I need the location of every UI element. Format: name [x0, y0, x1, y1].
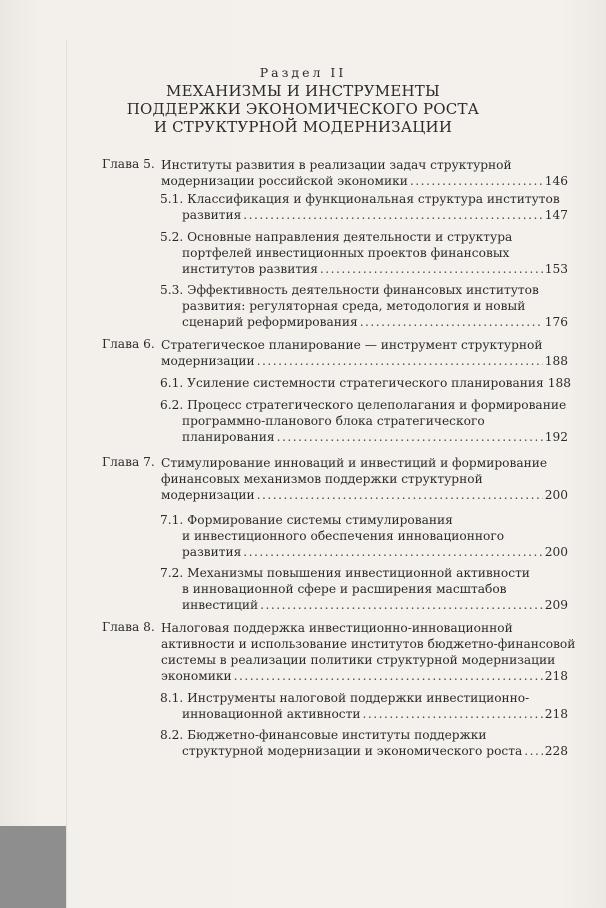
page-number: 209 [544, 598, 568, 612]
leader-dots [260, 597, 543, 613]
chapter-label: Глава 8. [102, 620, 155, 634]
chapter-title-line: Стимулирование инноваций и инвестиций и формирование [161, 456, 548, 470]
section-title-line-2: ПОДДЕРЖКИ ЭКОНОМИЧЕСКОГО РОСТА [126, 100, 480, 118]
subsection-title-line: в инновационной сфере и расширения масштабов [182, 582, 507, 596]
chapter-title-line: Стратегическое планирование — инструмент структурной [161, 338, 543, 352]
leader-dots [360, 314, 543, 330]
page-number: 200 [544, 488, 568, 502]
subsection-title-line [182, 597, 568, 613]
page-number: 200 [544, 545, 568, 559]
subsection-title-line: 5.2. Основные направления деятельности и структура [160, 230, 513, 244]
subsection-title-line: 7.1. Формирование системы стимулирования [160, 513, 453, 527]
subsection-title-line [182, 261, 568, 277]
subsection-title-line: 7.2. Механизмы повышения инвестиционной активности [160, 566, 530, 580]
section-title-line-1: МЕХАНИЗМЫ И ИНСТРУМЕНТЫ [166, 82, 440, 100]
chapter-title-line [161, 353, 568, 369]
leader-dots [243, 207, 542, 223]
chapter-label: Глава 7. [102, 455, 155, 469]
chapter-title-line-text: экономики [161, 669, 232, 683]
chapter-label: Глава 6. [102, 337, 155, 351]
subsection-title-line-text: 6.1. Усиление системности стратегического планирования [160, 376, 544, 390]
subsection-title-line [182, 743, 568, 759]
leader-dots [243, 544, 542, 560]
subsection-title-line: 8.1. Инструменты налоговой поддержки инвестиционно- [160, 691, 530, 705]
subsection-title-line-text: институтов развития [182, 262, 318, 276]
page-edge-shadow [0, 826, 66, 908]
subsection-title-line-text: инвестиций [182, 598, 259, 612]
page-number: 218 [544, 707, 568, 721]
subsection-title-line [182, 314, 568, 330]
chapter-title-line [161, 668, 568, 684]
subsection-title-line [160, 375, 571, 391]
page-number: 146 [544, 174, 568, 188]
subsection-title-line [182, 207, 568, 223]
subsection-title-line: 5.1. Классификация и функциональная структура институтов [160, 192, 560, 206]
chapter-title-line-text: модернизации [161, 354, 255, 368]
subsection-title-line: портфелей инвестиционных проектов финансовых [182, 246, 510, 260]
chapter-title-line: активности и использование институтов бюджетно-финансовой [161, 637, 576, 651]
chapter-title-line-text: модернизации российской экономики [161, 174, 408, 188]
subsection-title-line-text: планирования [182, 430, 275, 444]
page-number: 192 [544, 430, 568, 444]
chapter-title-line [161, 173, 568, 189]
page-number: 188 [547, 376, 571, 390]
chapter-title-line: Институты развития в реализации задач структурной [161, 158, 512, 172]
subsection-title-line: развития: регуляторная среда, методология и новый [182, 299, 526, 313]
subsection-title-line-text: структурной модернизации и экономического роста [182, 744, 523, 758]
subsection-title-line-text: сценарий реформирования [182, 315, 358, 329]
page-number: 218 [544, 669, 568, 683]
subsection-title-line: и инвестиционного обеспечения инновационного [182, 529, 505, 543]
section-label: Раздел II [259, 65, 347, 80]
chapter-title-line [161, 487, 568, 503]
subsection-title-line: 6.2. Процесс стратегического целеполагания и формирование [160, 398, 567, 412]
page-fold [66, 40, 67, 908]
subsection-title-line-text: инновационной активности [182, 707, 361, 721]
leader-dots [234, 668, 543, 684]
section-title-line-3: И СТРУКТУРНОЙ МОДЕРНИЗАЦИИ [153, 118, 453, 136]
chapter-title-line: Налоговая поддержка инвестиционно-инновационной [161, 621, 513, 635]
page-number: 228 [544, 744, 568, 758]
leader-dots [257, 353, 543, 369]
chapter-title-line: финансовых механизмов поддержки структурной [161, 472, 483, 486]
page-number: 188 [544, 354, 568, 368]
page-number: 176 [544, 315, 568, 329]
subsection-title-line: 8.2. Бюджетно-финансовые институты поддержки [160, 728, 487, 742]
chapter-title-line-text: модернизации [161, 488, 255, 502]
page-number: 153 [544, 262, 568, 276]
subsection-title-line-text: развития [182, 208, 242, 222]
leader-dots [362, 706, 542, 722]
leader-dots [410, 173, 543, 189]
subsection-title-line [182, 544, 568, 560]
chapter-label: Глава 5. [102, 157, 155, 171]
subsection-title-line [182, 429, 568, 445]
leader-dots [524, 743, 542, 759]
leader-dots [277, 429, 543, 445]
chapter-title-line: системы в реализации политики структурной модернизации [161, 653, 556, 667]
subsection-title-line [182, 706, 568, 722]
page-number: 147 [544, 208, 568, 222]
leader-dots [257, 487, 543, 503]
leader-dots [320, 261, 543, 277]
subsection-title-line-text: развития [182, 545, 242, 559]
subsection-title-line: программно-планового блока стратегического [182, 414, 485, 428]
subsection-title-line: 5.3. Эффективность деятельности финансовых институтов [160, 283, 539, 297]
